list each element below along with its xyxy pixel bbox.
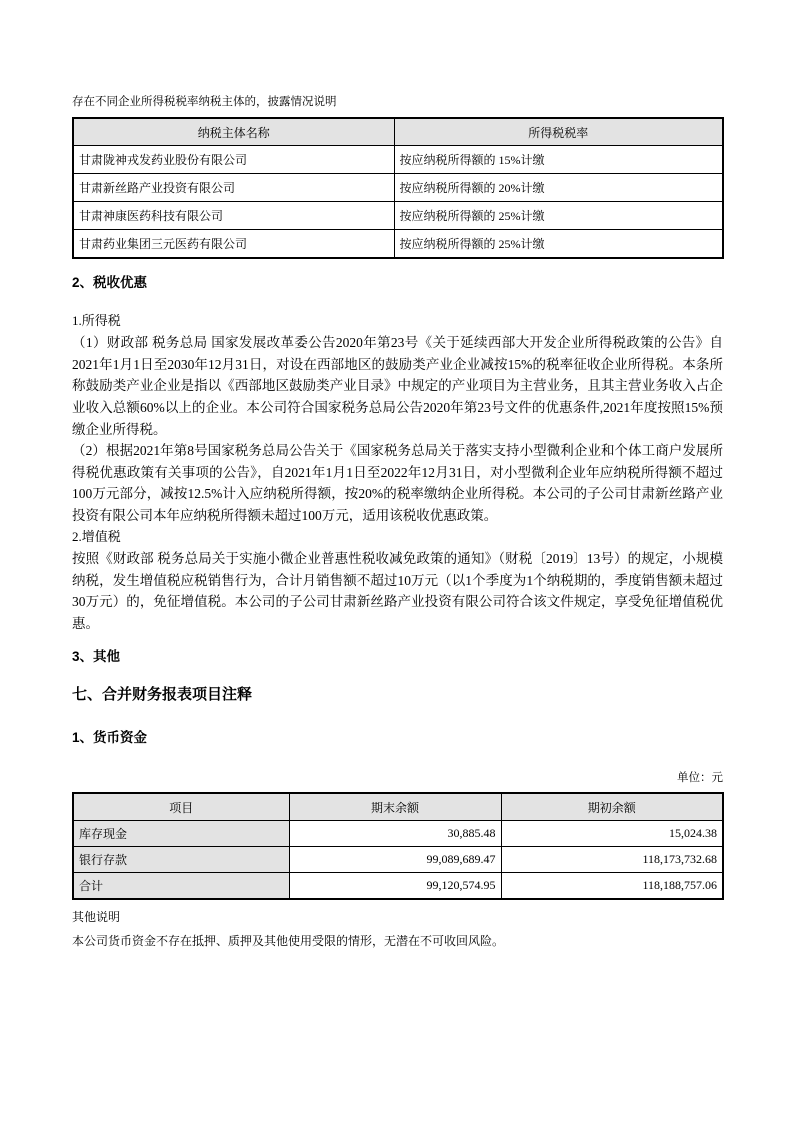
table-header-row — [73, 793, 723, 821]
vat-label: 2.增值税 — [72, 529, 121, 544]
table-row — [73, 146, 723, 174]
entity-name-cell: 甘肃陇神戎发药业股份有限公司 — [73, 146, 394, 174]
unit-label: 单位：元 — [677, 772, 723, 784]
opening-balance-cell: 15,024.38 — [501, 821, 723, 847]
section-heading-consolidated-notes: 七、合并财务报表项目注释 — [72, 686, 253, 703]
monetary-funds-table — [72, 792, 724, 900]
other-note-text: 本公司货币资金不存在抵押、质押及其他使用受限的情形，无潜在不可收回风险。 — [72, 934, 505, 948]
closing-balance-cell: 30,885.48 — [289, 821, 501, 847]
closing-balance-cell: 99,120,574.95 — [289, 873, 501, 900]
vat-paragraph: 按照《财政部 税务总局关于实施小微企业普惠性税收减免政策的通知》（财税〔2019〕13号）的规定，小规模纳税，发生增值税应税销售行为，合计月销售额不超过10万元（以1个季度为1个纳税期的，季度销售额未超过30万元）的，免征增值税。本公司的子公司甘肃新丝路产业投资有限公司符合该文件规定，享受免征增值税优惠。 — [72, 551, 723, 632]
column-header-item: 项目 — [73, 793, 289, 821]
tax-rate-cell: 按应纳税所得额的 25%计缴 — [394, 230, 723, 259]
tax-rate-disclosure-note: 存在不同企业所得税税率纳税主体的，披露情况说明 — [72, 96, 337, 108]
item-cell: 银行存款 — [73, 847, 289, 873]
section-heading-tax-incentive: 2、税收优惠 — [72, 275, 148, 290]
entity-name-cell: 甘肃新丝路产业投资有限公司 — [73, 174, 394, 202]
column-header-entity: 纳税主体名称 — [73, 118, 394, 146]
table-row — [73, 821, 723, 847]
section-heading-other: 3、其他 — [72, 649, 121, 664]
tax-rate-cell: 按应纳税所得额的 25%计缴 — [394, 202, 723, 230]
other-note-label: 其他说明 — [72, 910, 121, 924]
column-header-rate: 所得税税率 — [394, 118, 723, 146]
item-cell-total: 合计 — [73, 873, 289, 900]
entity-name-cell: 甘肃神康医药科技有限公司 — [73, 202, 394, 230]
income-tax-paragraph-2: （2）根据2021年第8号国家税务总局公告关于《国家税务总局关于落实支持小型微利企业和个体工商户发展所得税优惠政策有关事项的公告》，自2021年1月1日至2022年12月31日，对小型微利企业年应纳税所得额不超过100万元部分，减按12.5%计入应纳税所得额，按20%的税率缴纳企业所得税。本公司的子公司甘肃新丝路产业投资有限公司本年应纳税所得额未超过100万元，适用该税收优惠政策。 — [72, 443, 723, 524]
table-row — [73, 174, 723, 202]
income-tax-paragraph-1: （1）财政部 税务总局 国家发展改革委公告2020年第23号《关于延续西部大开发企业所得税政策的公告》自2021年1月1日至2030年12月31日，对设在西部地区的鼓励类产业企业减按15%的税率征收企业所得税。本条所称鼓励类产业企业是指以《西部地区鼓励类产业目录》中规定的产业项目为主营业务，且其主营业务收入占企业收入总额60%以上的企业。本公司符合国家税务总局公告2020年第23号文件的优惠条件,2021年度按照15%预缴企业所得税。 — [72, 335, 723, 437]
tax-entities-table — [72, 117, 724, 259]
table-row — [73, 847, 723, 873]
section-heading-monetary-funds: 1、货币资金 — [72, 730, 148, 745]
table-row — [73, 202, 723, 230]
column-header-closing-balance: 期末余额 — [289, 793, 501, 821]
income-tax-label: 1.所得税 — [72, 313, 121, 328]
table-header-row — [73, 118, 723, 146]
opening-balance-cell: 118,188,757.06 — [501, 873, 723, 900]
table-row — [73, 230, 723, 259]
column-header-opening-balance: 期初余额 — [501, 793, 723, 821]
item-cell: 库存现金 — [73, 821, 289, 847]
entity-name-cell: 甘肃药业集团三元医药有限公司 — [73, 230, 394, 259]
tax-entities-table-wrapper — [72, 117, 723, 259]
tax-rate-cell: 按应纳税所得额的 20%计缴 — [394, 174, 723, 202]
monetary-funds-table-wrapper — [72, 792, 723, 900]
opening-balance-cell: 118,173,732.68 — [501, 847, 723, 873]
table-row total-row — [73, 873, 723, 900]
tax-rate-cell: 按应纳税所得额的 15%计缴 — [394, 146, 723, 174]
closing-balance-cell: 99,089,689.47 — [289, 847, 501, 873]
